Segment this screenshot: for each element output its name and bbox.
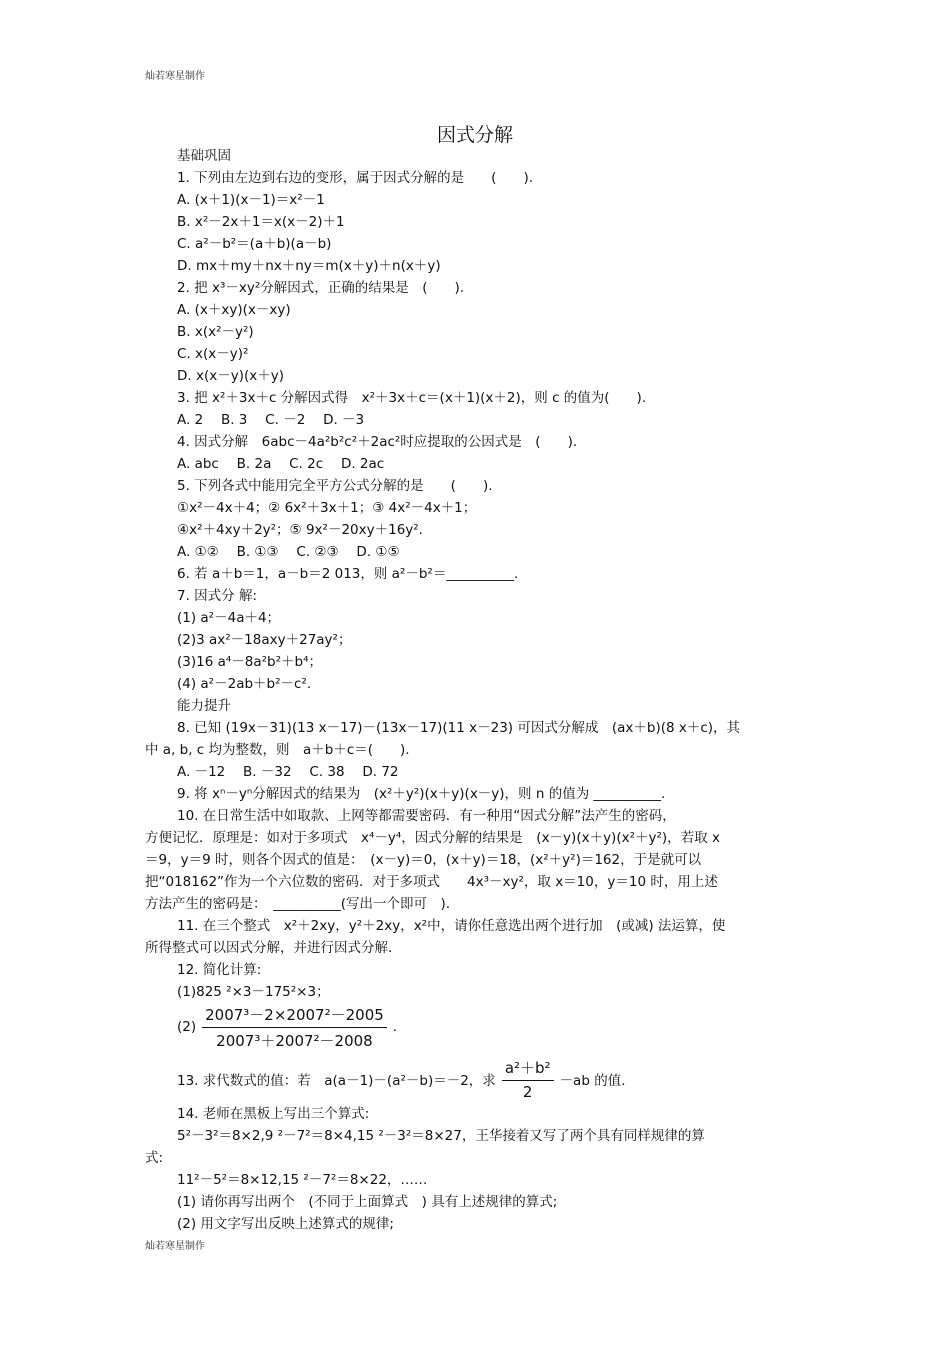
question-1: 1. 下列由左边到右边的变形，属于因式分解的是 ( ). <box>177 170 533 186</box>
question-8-line-2: 中 a, b, c 均为整数，则 a＋b＋c＝( ). <box>145 742 410 758</box>
page-header: 灿若寒星制作 <box>145 71 205 82</box>
question-2: 2. 把 x³－xy²分解因式，正确的结果是 ( ). <box>177 280 465 296</box>
question-11-line-2: 所得整式可以因式分解，并进行因式分解. <box>145 940 393 956</box>
fraction-denominator: 2007³＋2007²－2008 <box>216 1031 373 1050</box>
options-3: A. 2 B. 3 C. －2 D. －3 <box>177 412 365 428</box>
option-1d: D. mx＋my＋nx＋ny＝m(x＋y)＋n(x＋y) <box>177 258 441 274</box>
question-10-line-2: 方便记忆．原理是：如对于多项式 x⁴－y⁴，因式分解的结果是 (x－y)(x＋y)(x²＋y²)，若取 x <box>145 830 720 846</box>
question-12-part-2-label: (2) <box>177 1019 197 1035</box>
question-3: 3. 把 x²＋3x＋c 分解因式得 x²＋3x＋c＝(x＋1)(x＋2)，则 c 的值为( ). <box>177 390 647 406</box>
question-14-examples: 5²－3²＝8×2,9 ²－7²＝8×4,15 ²－3²＝8×27，王华接着又写了两个具有同样规律的算 <box>177 1128 705 1144</box>
options-8: A. －12 B. －32 C. 38 D. 72 <box>177 764 399 780</box>
question-5-items-b: ④x²＋4xy＋2y²；⑤ 9x²－20xy＋16y². <box>177 522 423 538</box>
question-5-items-a: ①x²－4x＋4；② 6x²＋3x＋1；③ 4x²－4x＋1； <box>177 500 477 516</box>
question-13-suffix: －ab 的值. <box>559 1073 626 1089</box>
question-13-prefix: 13. 求代数式的值：若 a(a－1)－(a²－b)＝－2，求 <box>177 1073 496 1089</box>
page-footer: 灿若寒星制作 <box>145 1241 205 1252</box>
question-7-part-4: (4) a²－2ab＋b²－c². <box>177 676 312 692</box>
question-14-more-examples: 11²－5²＝8×12,15 ²－7²＝8×22，…… <box>177 1172 428 1188</box>
question-7: 7. 因式分 解: <box>177 588 258 604</box>
section-heading-basic: 基础巩固 <box>177 148 231 164</box>
fraction-tail: . <box>392 1019 398 1035</box>
question-9: 9. 将 xⁿ－yⁿ分解因式的结果为 (x²＋y²)(x＋y)(x－y)，则 n 的值为 __________. <box>177 786 666 802</box>
fraction-numerator: 2007³－2×2007²－2005 <box>202 1004 387 1028</box>
option-1a: A. (x＋1)(x－1)＝x²－1 <box>177 192 325 208</box>
question-13 <box>177 1055 626 1103</box>
question-12-part-1: (1)825 ²×3－175²×3； <box>177 984 330 1000</box>
question-6: 6. 若 a＋b＝1，a－b＝2 013，则 a²－b²＝__________. <box>177 566 519 582</box>
question-14-part-1: (1) 请你再写出两个 (不同于上面算式 ) 具有上述规律的算式; <box>177 1194 558 1210</box>
question-4: 4. 因式分解 6abc－4a²b²c²＋2ac²时应提取的公因式是 ( ). <box>177 434 578 450</box>
question-10-line-1: 10. 在日常生活中如取款、上网等都需要密码．有一种用“因式分解”法产生的密码， <box>177 808 676 824</box>
question-7-part-2: (2)3 ax²－18axy＋27ay²； <box>177 632 352 648</box>
question-11-line-1: 11. 在三个整式 x²＋2xy，y²＋2xy，x²中，请你任意选出两个进行加 (或减) 法运算，使 <box>177 918 726 934</box>
option-2d: D. x(x－y)(x＋y) <box>177 368 284 384</box>
option-2a: A. (x＋xy)(x－xy) <box>177 302 291 318</box>
fraction-denominator: 2 <box>522 1083 533 1101</box>
option-1b: B. x²－2x＋1＝x(x－2)＋1 <box>177 214 345 230</box>
option-1c: C. a²－b²＝(a＋b)(a－b) <box>177 236 332 252</box>
question-10-line-3: ＝9，y＝9 时，则各个因式的值是： (x－y)＝0，(x＋y)＝18，(x²＋y²)＝162，于是就可以 <box>145 852 702 868</box>
question-12-part-2 <box>177 1003 397 1051</box>
question-7-part-3: (3)16 a⁴－8a²b²＋b⁴； <box>177 654 323 670</box>
fraction-12-2 <box>202 1004 387 1051</box>
question-5: 5. 下列各式中能用完全平方公式分解的是 ( ). <box>177 478 493 494</box>
section-heading-advanced: 能力提升 <box>177 698 231 714</box>
question-12: 12. 简化计算: <box>177 962 262 978</box>
question-14: 14. 老师在黑板上写出三个算式: <box>177 1106 370 1122</box>
question-10-line-5: 方法产生的密码是： __________(写出一个即可 ). <box>145 896 451 912</box>
options-4: A. abc B. 2a C. 2c D. 2ac <box>177 456 385 472</box>
question-7-part-1: (1) a²－4a＋4； <box>177 610 281 626</box>
page-title: 因式分解 <box>436 124 513 146</box>
question-10-line-4: 把“018162”作为一个六位数的密码．对于多项式 4x³－xy²，取 x＝10，y＝10 时，用上述 <box>145 874 718 890</box>
question-14-part-2: (2) 用文字写出反映上述算式的规律; <box>177 1216 394 1232</box>
option-2c: C. x(x－y)² <box>177 346 249 362</box>
question-14-examples-cont: 式: <box>145 1150 164 1166</box>
fraction-13 <box>502 1057 554 1101</box>
options-5: A. ①② B. ①③ C. ②③ D. ①⑤ <box>177 544 400 560</box>
option-2b: B. x(x²－y²) <box>177 324 254 340</box>
question-8-line-1: 8. 已知 (19x－31)(13 x－17)－(13x－17)(11 x－23) 可因式分解成 (ax＋b)(8 x＋c)，其 <box>177 720 741 736</box>
fraction-numerator: a²＋b² <box>502 1057 554 1081</box>
